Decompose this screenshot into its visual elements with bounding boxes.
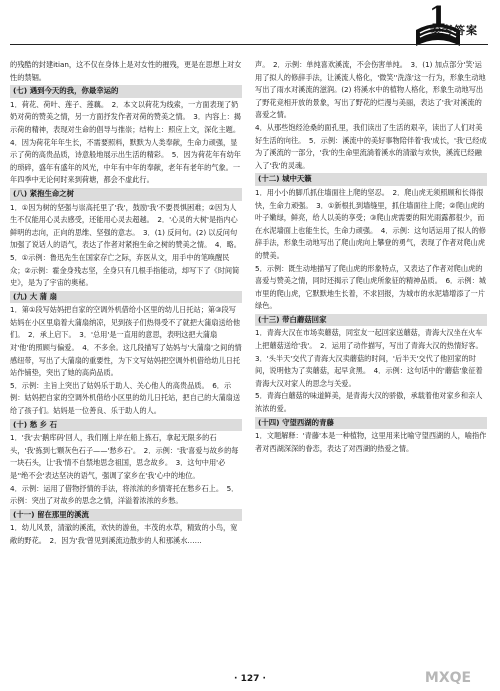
answer-paragraph: 1．①因为树的坚强与崇高托里了'我'，鼓励'我'不要畏惧困难；②因为人生不仅能用心灵去感受，还能用心灵去超越。 2．'心灵的大树'是指内心鲜明的志向，正向的思维、坚强的意志。 3．(1) 反问句。(2) 以反问句加强了说话人的语气，表达了作者对紧抱生命之树的赞美之情。 4．略。 5．①示例：鲁迅先生在国家存亡之际，弃医从文，用手中的笔唤醒民众；②示例：霍金身残志坚，全身只有几根手指能动，却写下了《时间简史》，是为了宇宙的奥秘。	[10, 202, 245, 288]
page-number: · 127 ·	[234, 674, 266, 684]
answer-paragraph: 1．用小小的脚爪抓住墙面往上爬的坚忍。 2．爬山虎无须照顾和长得很快，生命力顽强。 3．①新根扎到墙缝里，抓住墙面往上爬；②爬山虎的叶子嫩绿，鲜亮，给人以美的享受；③爬山虎需要的阳光雨露都很少，而在水泥墙面上也能生长，生命力顽强。 4．示例：这句话运用了拟人的修辞手法，形象生动地写出了爬山虎向上攀登的勇气，表现了作者对爬山虎的赞美。	[255, 187, 486, 260]
answer-paragraph: 5．青海白蘑菇的味道鲜美，是青海大汉的骄傲，承载着他对家乡和亲人浓浓的爱。	[255, 391, 483, 414]
answer-paragraph: 1．'我'去'鹅库码'回人，我们刚上岸在船上拣石，拿起无限多的石头，'我'拣到七颗灰色石子——'愁乡石'。 2．示例：'我'喜爱与故乡的每一块石头，让'我'情不自禁地思念祖国，思念故乡。 3．这句中用'必是''绝不会'表达坚决的语气，强调了家乡在'我'心中的地位。	[10, 433, 239, 480]
answer-paragraph: 1．荷花、荷叶、莲子、莲藕。 2．本文以荷花为线索，一方面表现了奶奶对荷的赞美之情，另一方面抒发作者对荷的赞美之情。 3．内容上：揭示荷的精神，表现对生命的倡导与推崇；结构上：照应上文，深化主题。 4．因为荷花年年生长，不需要照料，默默为人类奉献，生命力顽强，显示了荷的高贵品质，诗意般地展示出生活的精彩。 5．因为荷花年有幼年的琐碎，盛年有盛年的风光，中年有中年的奉献，老年有老年的气象。一年四季中无论何时来到荷塘，都会不虚此行。	[10, 99, 244, 185]
section-heading: (七) 遇到今天的我，你最幸运的	[10, 85, 242, 98]
header-title: 参考答案	[430, 24, 478, 37]
answer-paragraph: 4．从那些饱经沧桑的面孔里，我们读出了生活的艰辛，读出了人们对美好生活的向往。 5．示例：溪流中的美好事物陪伴着'我'成长，'我'已经成为了溪流的一部分，'我'的生命里流淌着溪水的清澈与欢快，溪流已经融入了'我'的灵魂。	[255, 122, 487, 170]
section-heading: (八) 紧抱生命之树	[10, 188, 242, 201]
page-header	[0, 0, 500, 58]
left-column	[10, 59, 245, 548]
answer-paragraph: 1．第①段写姑妈把自家的空调外机借给小区里的幼儿日托站；第③段写姑妈在小区里扇着大蒲扇纳凉，见到孩子们热得受不了就把大蒲扇送给他们。 2．承上启下。 3．'总用'是一直用的意思，表明这把大蒲扇对'他'的照顾与偏爱。 4．不多余。这几段描写了姑妈与'大蒲扇'之间的情感纽带，写出了大蒲扇的重要性，为下文写姑妈把空调外机借给幼儿日托站作铺垫，突出了她的高尚品质。	[10, 305, 242, 378]
answer-paragraph: 4．示例：运用了借物抒情的手法，将浓浓的乡情寄托在愁乡石上。 5．示例：突出了对故乡的思念之情，洋溢着浓浓的乡愁。	[10, 483, 239, 506]
section-heading: (十四) 守望西湖的青藤	[255, 417, 487, 430]
section-heading: (十三) 带白蘑菇回家	[255, 314, 487, 327]
svg-text:MXQE: MXQE	[424, 670, 472, 686]
answer-paragraph: 5．示例：既生动地描写了爬山虎的形象特点，又表达了作者对爬山虎的喜爱与赞美之情，同时还揭示了爬山虎所象征的精神品质。 6．示例：城市里的爬山虎，它默默地生长着，不求回报，为城市的水泥墙增添了一片绿色。	[255, 263, 486, 311]
right-column	[255, 59, 487, 455]
answer-paragraph: 1．幼儿风景，清澈的溪流，欢快的游鱼，丰茂的水草，精致的小鸟，宽敞的野花。 2．因为'我'曾见到溪流边散步的人和那溪水……	[10, 523, 238, 545]
section-heading: (十二) 城中天籁	[255, 173, 487, 186]
header-divider	[10, 44, 488, 45]
answer-paragraph: 的残酷的封建itian，这不仅在身体上是对女性的摧残，更是在思想上对女性的禁锢。	[10, 60, 242, 82]
answer-paragraph: 5．示例：主旨上突出了姑妈乐于助人、关心他人的高贵品质。 6．示例：姑妈把自家的空调外机借给小区里的幼儿日托站，把自己的大蒲扇送给了孩子们。姑妈是一位善良、乐于助人的人。	[10, 380, 241, 416]
section-heading: (十) 愁 乡 石	[10, 419, 242, 432]
svg-text:1: 1	[428, 2, 448, 32]
answer-paragraph: 1．文题解释：'青藤'本是一种植物，这里用来比喻守望西湖的人，喻指作者对西湖深深的眷恋，表达了对西湖的热爱之情。	[255, 431, 487, 453]
watermark-logo	[400, 664, 496, 690]
answer-paragraph: 1．青海大汉在市场卖蘑菇，同室友一起回家送蘑菇，青海大汉坐在火车上把蘑菇送给'我'。 2．运用了动作描写，写出了青海大汉的热情好客。 3．'头半天'交代了青海大汉卖蘑菇的时间，'后半天'交代了他回家的时间，说明他为了卖蘑菇，起早贪黑。 4．示例：这句话中的'蘑菇'象征着青海大汉对家人的思念与关爱。	[255, 328, 487, 388]
answer-paragraph: 声。 2．示例：单纯喜欢溪流，不会伤害单纯。 3．(1) 加点部分'笑'运用了拟人的修辞手法，让溪流人格化，'微笑''洗涤'这一行为，形象生动地写出了雨水对溪流的滋润。(2) 将溪水中的植物人格化，形象生动地写出了野花竞相开放的景象，写出了野花的烂漫与美丽，表达了'我'对溪流的喜爱之情。	[255, 60, 486, 120]
section-heading: (九) 大 蒲 扇	[10, 291, 242, 304]
section-heading: (十一) 留在那里的溪流	[10, 509, 242, 522]
